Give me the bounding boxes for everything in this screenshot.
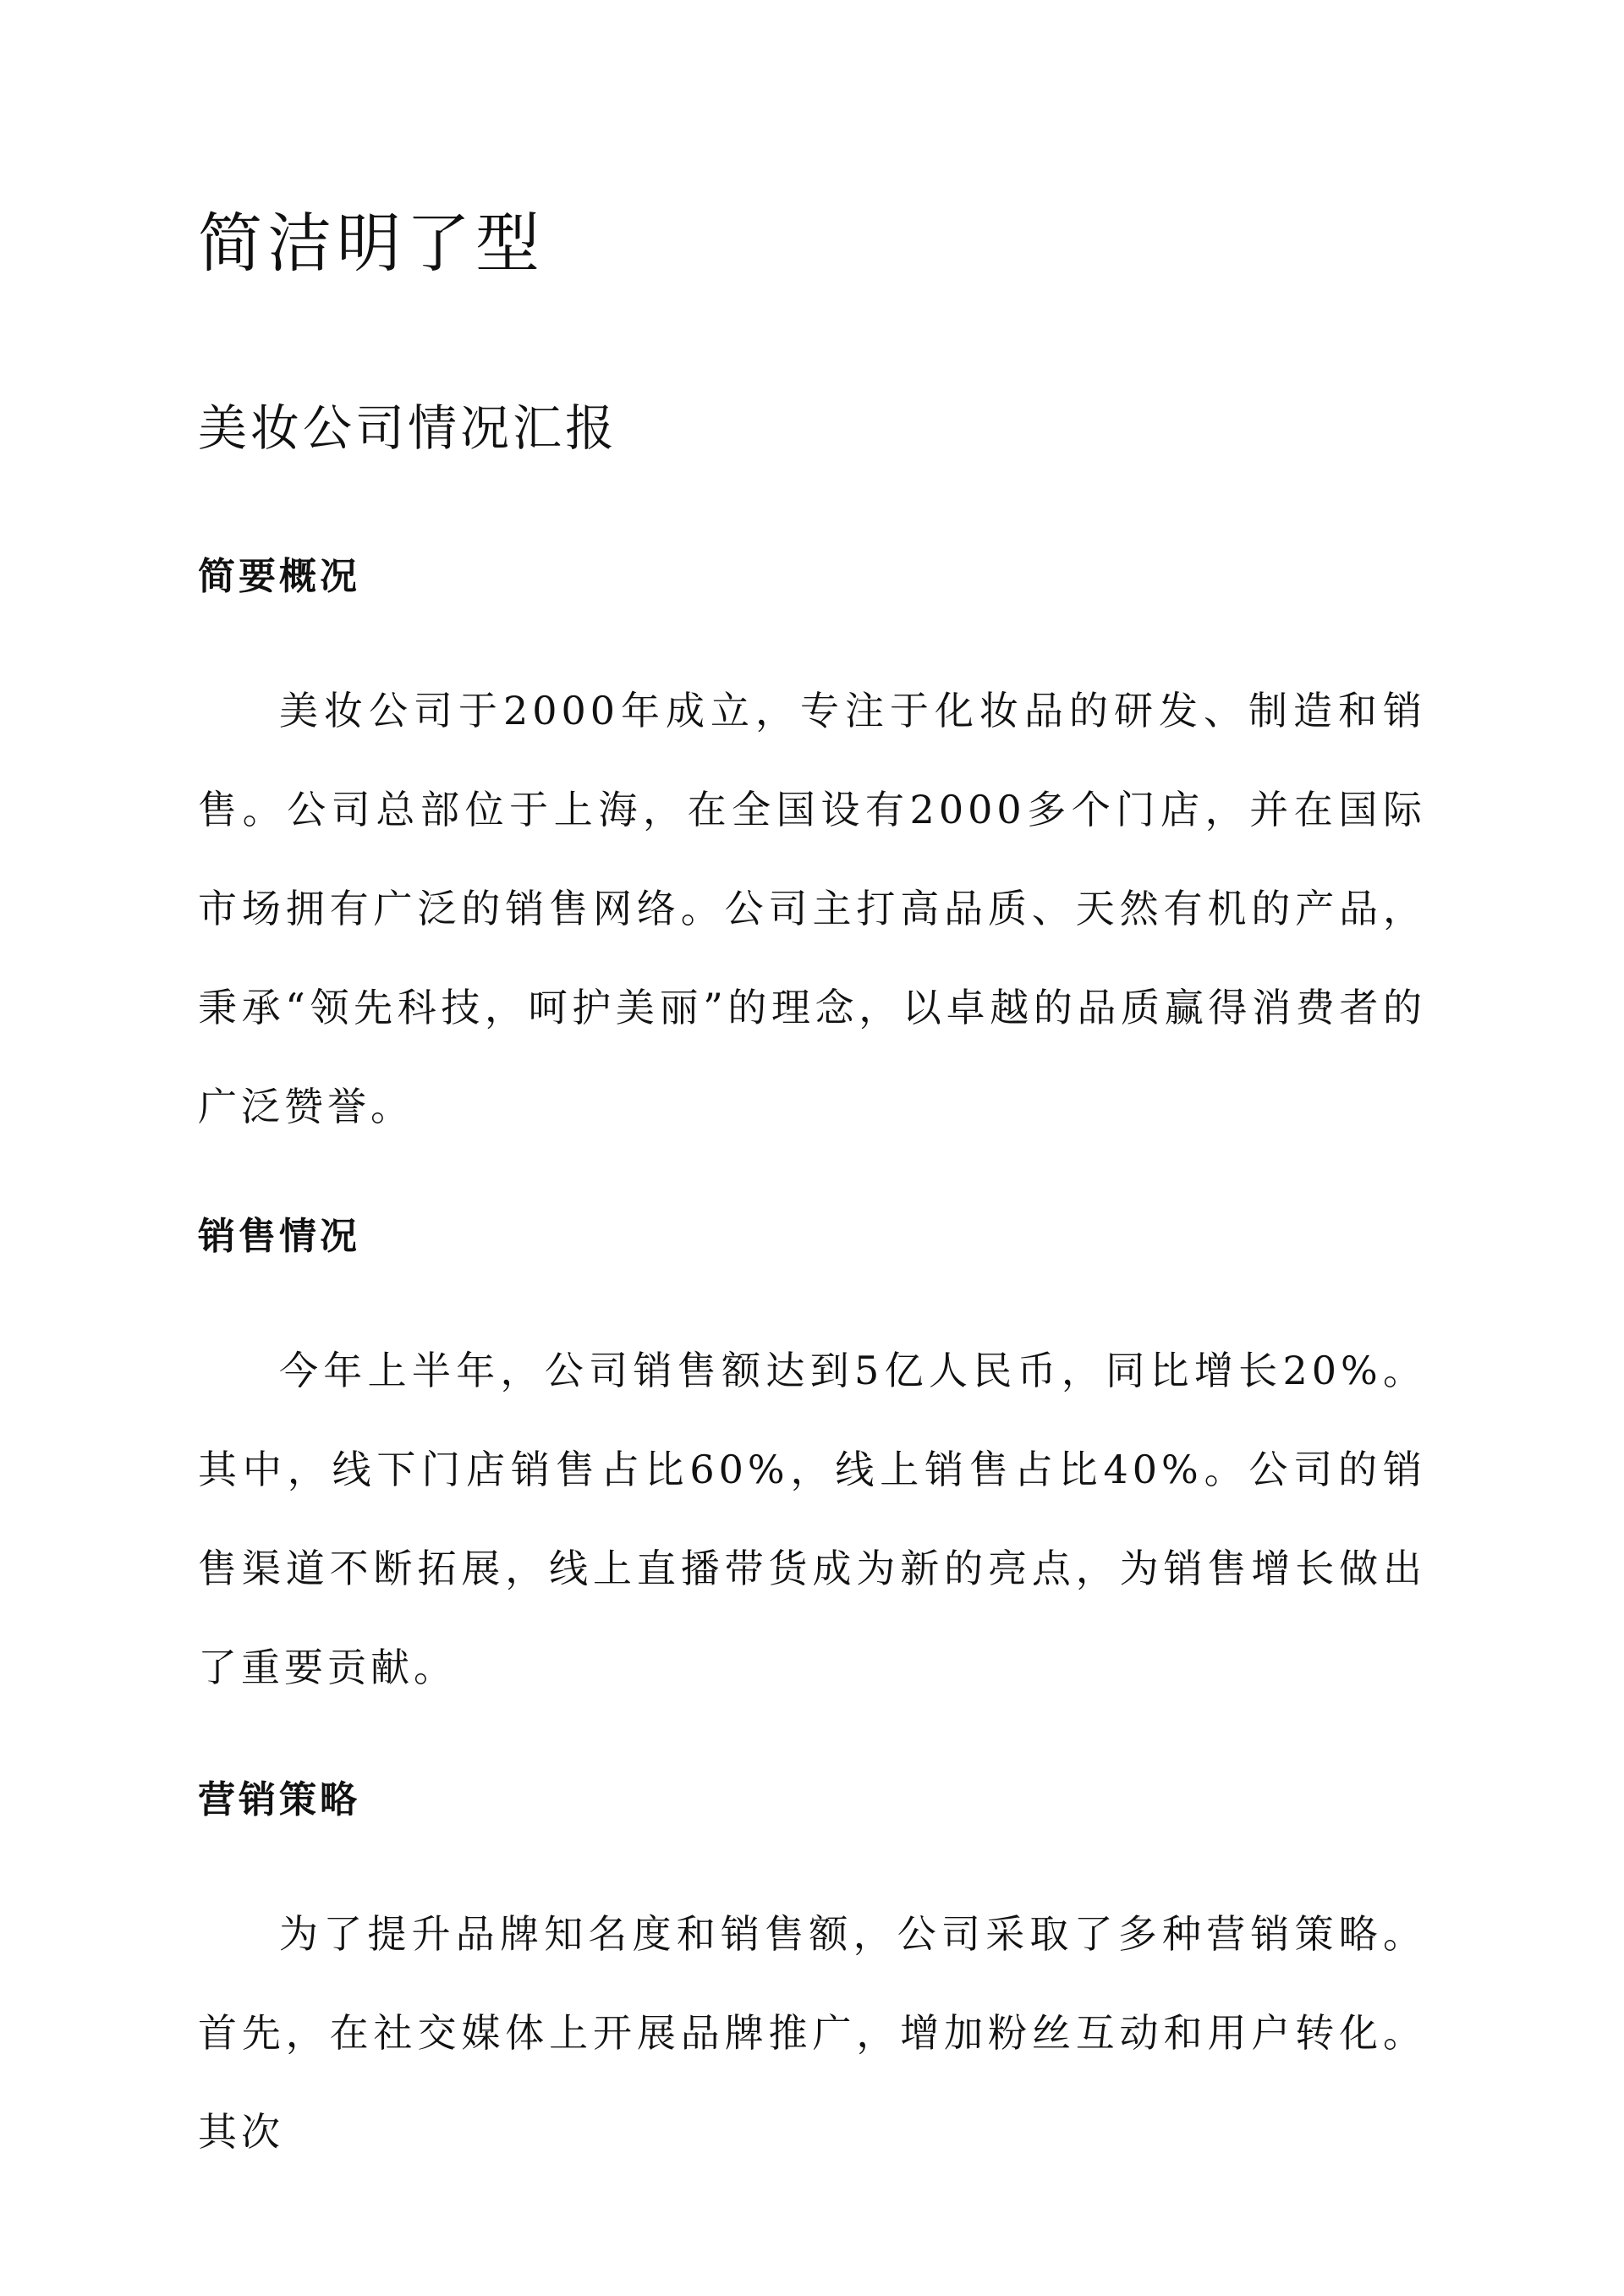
section-heading-marketing: 营销策略 — [198, 1778, 360, 1821]
section-heading-sales: 销售情况 — [198, 1215, 360, 1258]
document-title: 简洁明了型 — [198, 206, 545, 281]
report-title: 美妆公司情况汇报 — [198, 399, 618, 457]
section-heading-overview: 简要概况 — [198, 555, 360, 598]
paragraph-sales: 今年上半年，公司销售额达到5亿人民币，同比增长20%。其中，线下门店销售占比60%，线上销售占比40%。公司的销售渠道不断拓展，线上直播带货成为新的亮点，为销售增长做出了重要贡献。 — [198, 1348, 1426, 1690]
paragraph-marketing: 为了提升品牌知名度和销售额，公司采取了多种营销策略。首先，在社交媒体上开展品牌推广，增加粉丝互动和用户转化。其次 — [198, 1911, 1426, 2155]
paragraph-overview: 美妆公司于2000年成立，专注于化妆品的研发、制造和销售。公司总部位于上海，在全国设有2000多个门店，并在国际市场拥有广泛的销售网络。公司主打高品质、天然有机的产品，秉承“领先科技，呵护美丽”的理念，以卓越的品质赢得消费者的广泛赞誉。 — [198, 688, 1426, 1129]
